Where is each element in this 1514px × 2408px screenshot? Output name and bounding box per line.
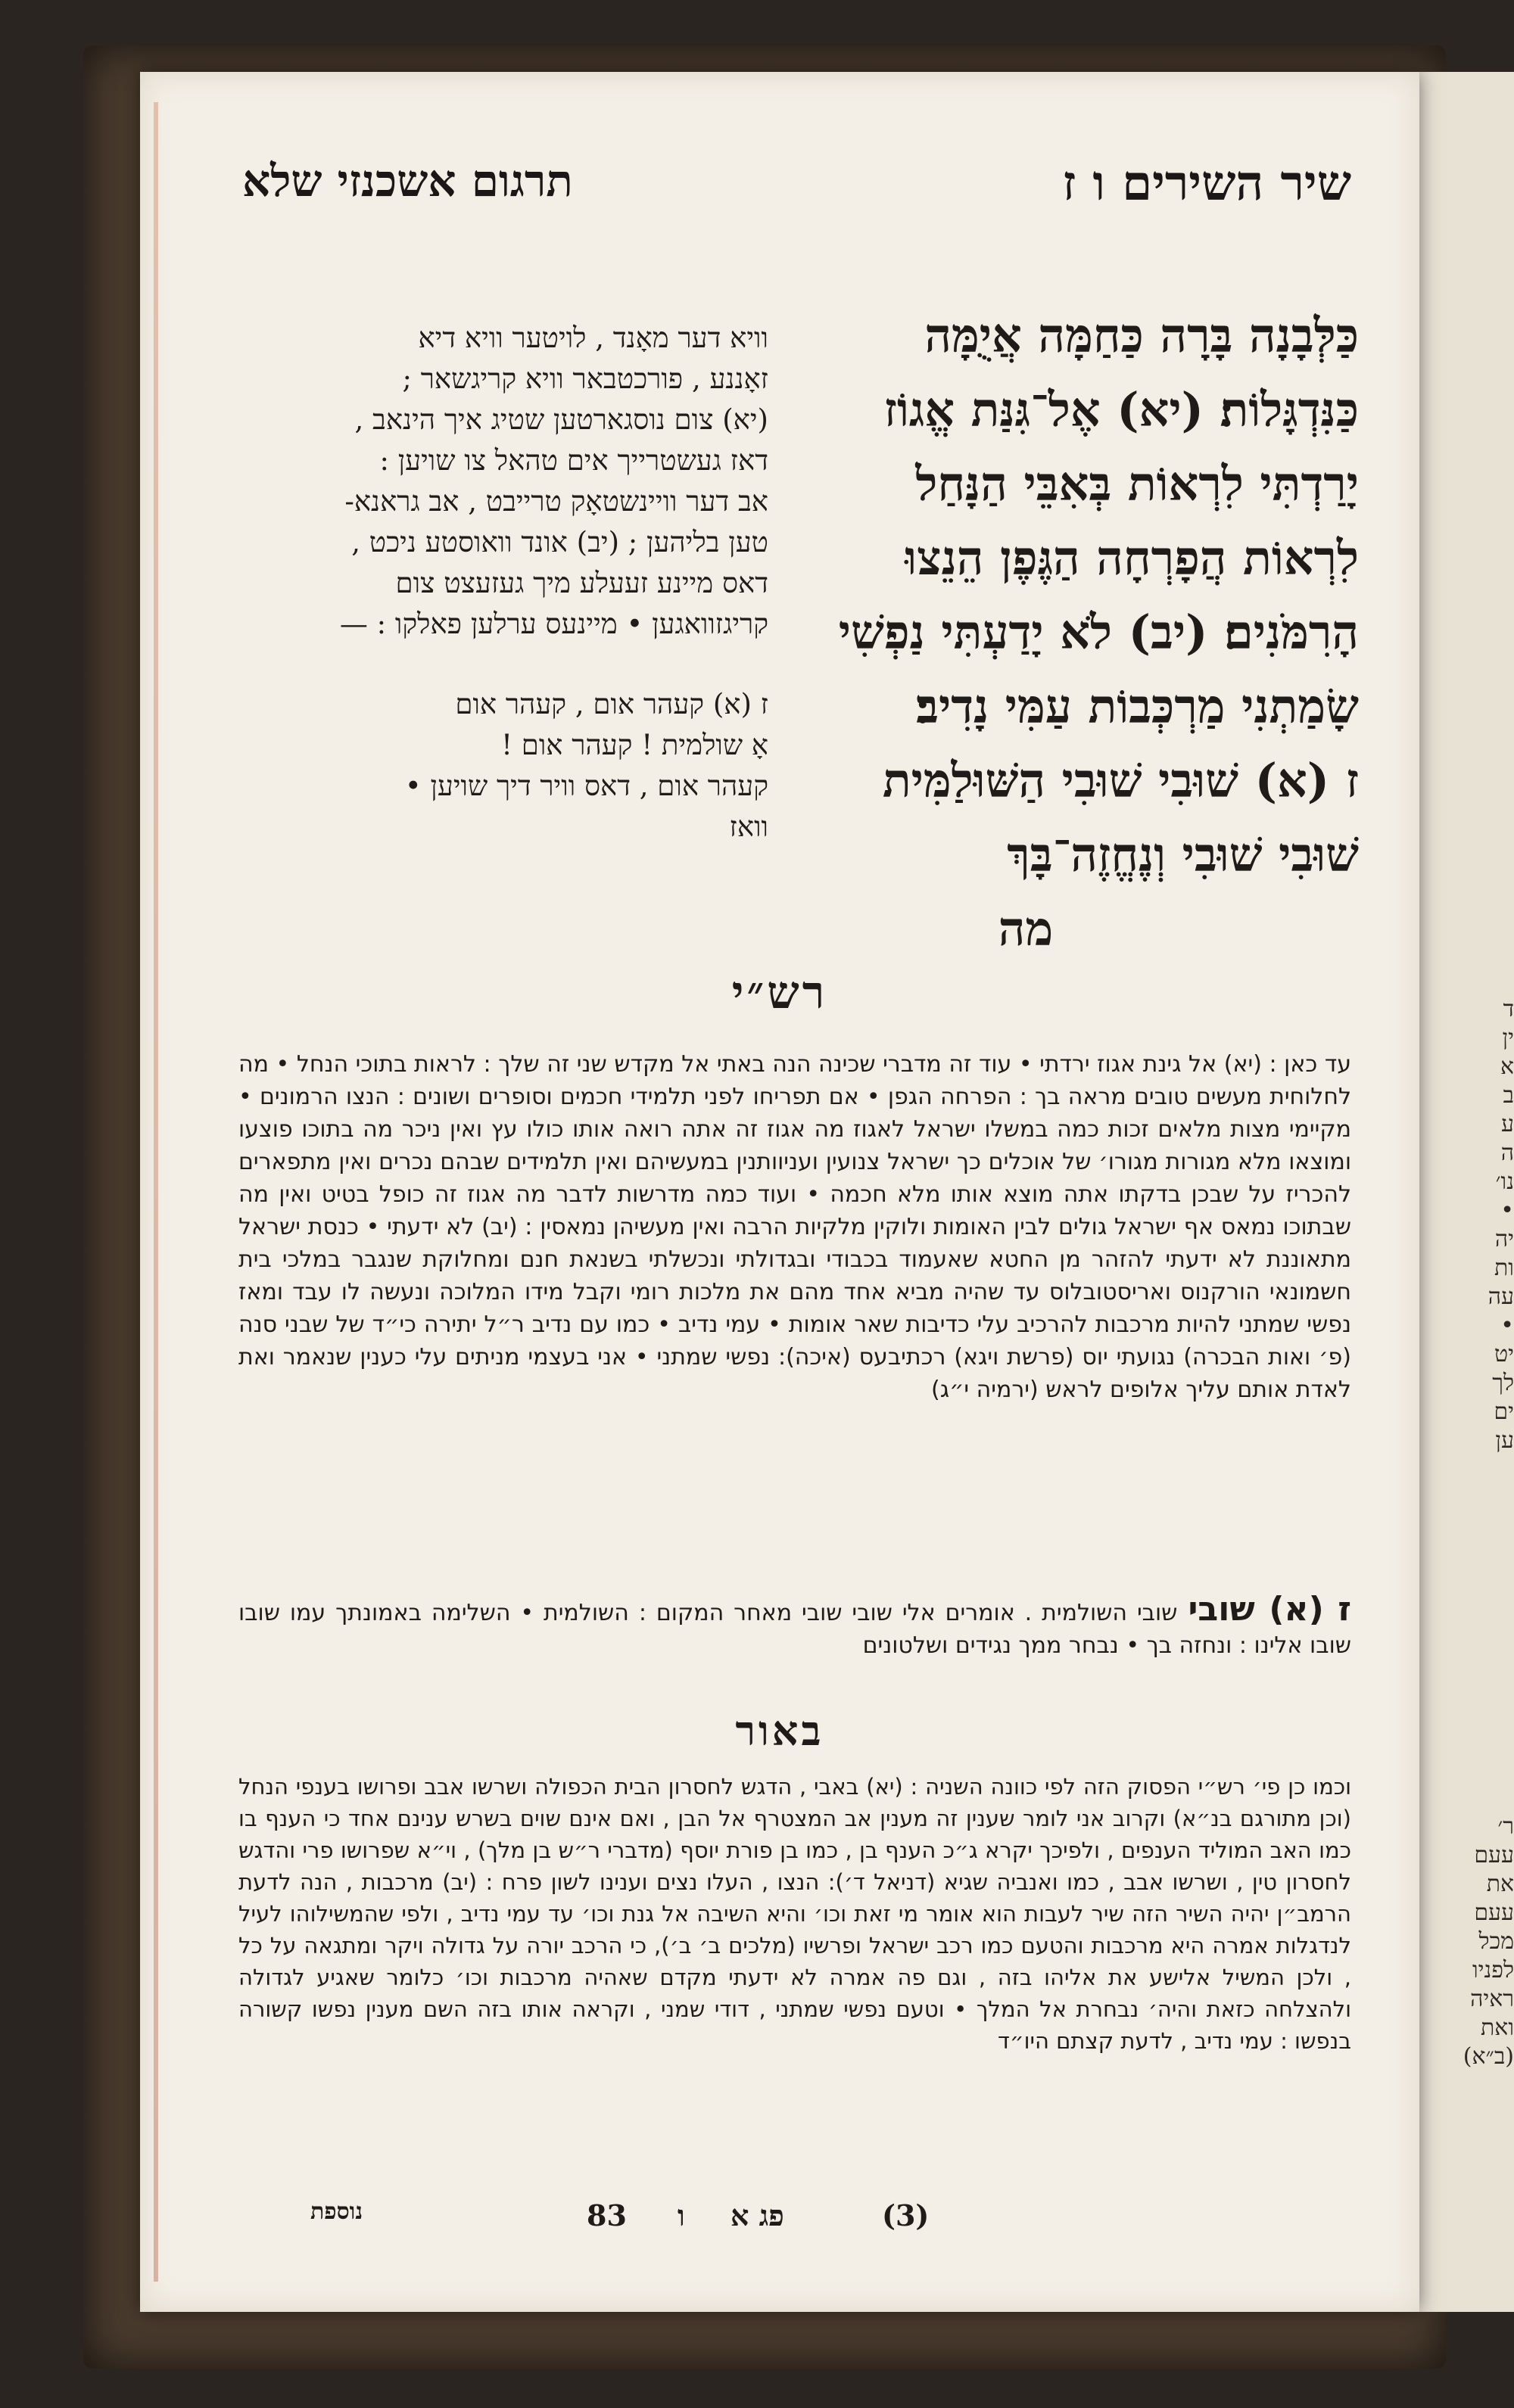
adjacent-page-text-upper <box>1431 995 1514 1455</box>
adjacent-page-fragment: עעם <box>1474 1842 1514 1868</box>
targum-line: דאז געשטרייך אים טהאל צו שויען : <box>379 444 768 477</box>
adjacent-page-fragment: עה <box>1488 1283 1514 1310</box>
signature-mark: פג א <box>731 2198 784 2232</box>
adjacent-page-fragment: ות <box>1494 1255 1514 1281</box>
hebrew-line: כַּלְּבָנָה בָּרָה כַּחַמָּה אֲיֻמָּה <box>924 308 1359 363</box>
adjacent-page-fragment: ין <box>1502 1025 1514 1051</box>
adjacent-page-fragment: יט <box>1494 1341 1514 1367</box>
targum-line: אָ שולמית ! קעהר אום ! <box>501 729 768 761</box>
adjacent-page-fragment: א <box>1500 1053 1514 1080</box>
signature-number: (3) <box>882 2198 930 2232</box>
hebrew-line: כַּנִּדְגָּלוֹת׃ (יא) אֶל־גִּנַּת אֱגוֹז <box>883 382 1359 437</box>
hebrew-line: יָרַדְתִּי לִרְאוֹת בְּאִבֵּי הַנָּחַל <box>915 456 1359 512</box>
page-footer <box>140 2198 1419 2236</box>
adjacent-page-fragment: נו׳ <box>1495 1168 1514 1195</box>
beur-heading: באור <box>735 1706 824 1755</box>
running-head-title: שיר השירים ו ז <box>1062 155 1351 212</box>
targum-line: וואז <box>729 810 768 843</box>
targum-line: קריגזוואגען • מיינעס ערלען פאלקו : — <box>339 608 768 640</box>
targum-line: אב דער וויינשטאָק טרייבט , אב גראנא- <box>344 485 768 518</box>
targum-column <box>238 318 768 848</box>
adjacent-page-fragment: ואת <box>1481 2014 1514 2041</box>
adjacent-page-fragment: ד <box>1503 996 1514 1022</box>
adjacent-page-fragment: עעם <box>1474 1899 1514 1926</box>
adjacent-page-fragment: את <box>1486 1871 1514 1897</box>
hebrew-line: הָרִמֹּנִים׃ (יב) לֹא יָדַעְתִּי נַפְשִׁי <box>838 605 1359 660</box>
targum-line: ז (א) קעהר אום , קעהר אום <box>455 688 768 720</box>
adjacent-page-fragment: ה <box>1500 1140 1514 1166</box>
targum-line: וויא דער מאָנד , לויטער וויא דיא <box>418 322 768 354</box>
rashi-heading: רש״י <box>731 966 828 1019</box>
hebrew-line: ז (א) שׁוּבִי שׁוּבִי הַשּׁוּלַמִּית <box>882 753 1359 808</box>
running-head-targum: תרגום אשכנזי שלא <box>242 155 573 207</box>
targum-line: טען בליהען ; (יב) אונד וואוסטע ניכט , <box>351 526 768 558</box>
rashi-next-verse <box>238 1590 1352 1662</box>
catchword: נוספת <box>310 2198 363 2225</box>
adjacent-page-fragment: • <box>1500 1312 1514 1339</box>
adjacent-page-fragment: ים <box>1494 1398 1514 1425</box>
folio-number: 83 <box>587 2198 627 2232</box>
targum-line: דאס מיינע זעעלע מיך געזעצט צום <box>395 567 768 599</box>
adjacent-page-fragment: ען <box>1495 1427 1514 1454</box>
beur-commentary: וכמו כן פי׳ רש״י הפסוק הזה לפי כוונה השניה : (יא) באבי , הדגש לחסרון הבית הכפולה ושרשו אבב ופרושו בענפי הנחל (וכן מתורגם בנ״א) וקרוב אני לומר שענין זה מענין אב המצטרף אל הבן , ואם אינם שוים בשרש ענינם אחד כי הענף בו כמו האב המוליד הענפים , ולפיכך יקרא ג״כ הענף בן , כמו בן פורת יוסף (מדברי ר״ש בן מלך) , וי״א שפרושו פרי והדגש לחסרון טין , ושרשו אבב , כמו ואנביה שגיא (דניאל ד׳): הנצו , העלו נצים וענינו לשון פרח : (יב) מרכבות , הנה לדעת הרמב״ן יהיה השיר הזה שיר לעבות הוא אומר מי זאת וכו׳ והיא השיבה אל גנת וכו׳ עד עמי נדיב , ולפי שהמשילוהו לעיל לנדגלות אמרה היא מרכבות והטעם כמו רכב ישראל ופרשיו (מלכים ב׳ ב׳), כי הרכב יורה על גדולה ויקר ומתגאה על כל , ולכן המשיל אלישע את אליהו בזה , וגם פה אמרה לא ידעתי מקדם שאהיה מרכבות וכו׳ כלומר שאגיע לגדולה ולהצלחה כזאת והיה׳ נבחרת אל המלך • וטעם נפשי שמתני , דודי שמני , וקראה אותו בזה השם מענין נפשו קשורה בנפשו : עמי נדיב , לדעת קצתם היו״ד <box>238 1774 1351 2054</box>
hebrew-line: מה <box>998 901 1054 957</box>
page-edge-stain <box>154 102 158 2282</box>
adjacent-page-fragment: ע <box>1501 1111 1514 1137</box>
adjacent-page-fragment: • <box>1500 1197 1514 1224</box>
adjacent-page-fragment: יה <box>1494 1226 1514 1252</box>
hebrew-line: שׁוּבִי שׁוּבִי וְנֶחֱזֶה־בָּךְ <box>1007 827 1359 882</box>
adjacent-page-fragment: ב <box>1503 1082 1514 1109</box>
book-page <box>140 72 1419 2312</box>
targum-line <box>238 645 768 684</box>
footer-mark: ו <box>678 2198 685 2232</box>
adjacent-page-fragment: ר׳ <box>1497 1813 1514 1840</box>
adjacent-page-fragment: לפניו <box>1472 1957 1514 1983</box>
rashi-verse-lead: ז (א) שובי <box>1188 1590 1352 1629</box>
adjacent-page-fragment: (ב״א) <box>1463 2043 1514 2070</box>
targum-line: קעהר אום , דאס וויר דיך שויען • <box>404 770 768 802</box>
adjacent-page-fragment: לך <box>1492 1370 1514 1396</box>
adjacent-page-fragment: מכל <box>1478 1928 1514 1955</box>
hebrew-verse-column <box>814 299 1359 966</box>
rashi-commentary: עד כאן : (יא) אל גינת אגוז ירדתי • עוד זה מדברי שכינה הנה באתי אל מקדש שני זה שלך : לראות בתוכי הנחל • מה לחלוחית מעשים טובים מראה בך : הפרחה הגפן • אם תפריחו לפני תלמידי חכמים וסופרים ושונים : הנצו הרמונים • מקיימי מצות מלאים זכות כמה במשלו ישראל לאגוז מה אגוז זה אתה רואה אותו כולו עץ ואין ניכר מה בתוכו פוצעו ומוצאו מלא מגורות מגורו׳ של אוכלים כך ישראל צנועין ועניוותנין במעשיהם ואין תלמידים שבהם נכרים ואין מתפארים להכריז על שבכן בדקתו אתה מוצא אותו מלא חכמה • ועוד כמה מדרשות לדבר מה אגוז זה כופל בטיט ואין מה שבתוכו נמאס אף ישראל גולים לבין האומות ולוקין מלקיות הרבה ואין מעשיהן נמאסין : (יב) לא ידעתי • כנסת ישראל מתאוננת לא ידעתי להזהר מן החטא שאעמוד בכבודי ובגדולתי ונכשלתי בשנאת חנם ומחלוקת שנגבר במלכי בית חשמונאי הורקנוס ואריסטובלוס עד שהיה מביא אחד מהם את מלכות רומי וקבל מידו המלוכה ונעשה לו עבד ומאז נפשי שמתני להיות מרכבות להרכיב עלי כדיבות שאר אומות • עמי נדיב • כמו עם נדיב ר״ל יתירה כי״ד של שבני סנה (פ׳ ואות הבכרה) נגועתי יוס (פרשת ויגא) רכתיבעס (איכה): נפשי שמתני • אני בעצמי מניתים עלי כענין שנאמר ואת לאדת אותם עליך אלופים לראש (ירמיה י״ג) <box>238 1051 1351 1403</box>
adjacent-page-fragment: ראיה <box>1470 1986 1514 2012</box>
targum-line: זאָננע , פורכטבאר וויא קריגשאר ; <box>402 362 768 395</box>
hebrew-line: לִרְאוֹת הֲפָרְחָה הַגֶּפֶן הֵנֵצוּ <box>905 530 1359 586</box>
targum-line: (יא) צום נוסגארטען שטיג איך הינאב , <box>354 403 768 436</box>
rashi-verse-text: שובי השולמית . אומרים אלי שובי שובי מאחר המקום : השולמית • השלימה באמונתך עמו שובו שובו אלינו : ונחזה בך • נבחר ממך נגידים ושלטונים <box>238 1600 1351 1659</box>
adjacent-page-edge <box>1408 72 1514 2312</box>
hebrew-line: שָׂמַתְנִי מַרְכְּבוֹת עַמִּי נָדִיב׃ <box>916 679 1359 734</box>
adjacent-page-text-lower <box>1431 1812 1514 2071</box>
